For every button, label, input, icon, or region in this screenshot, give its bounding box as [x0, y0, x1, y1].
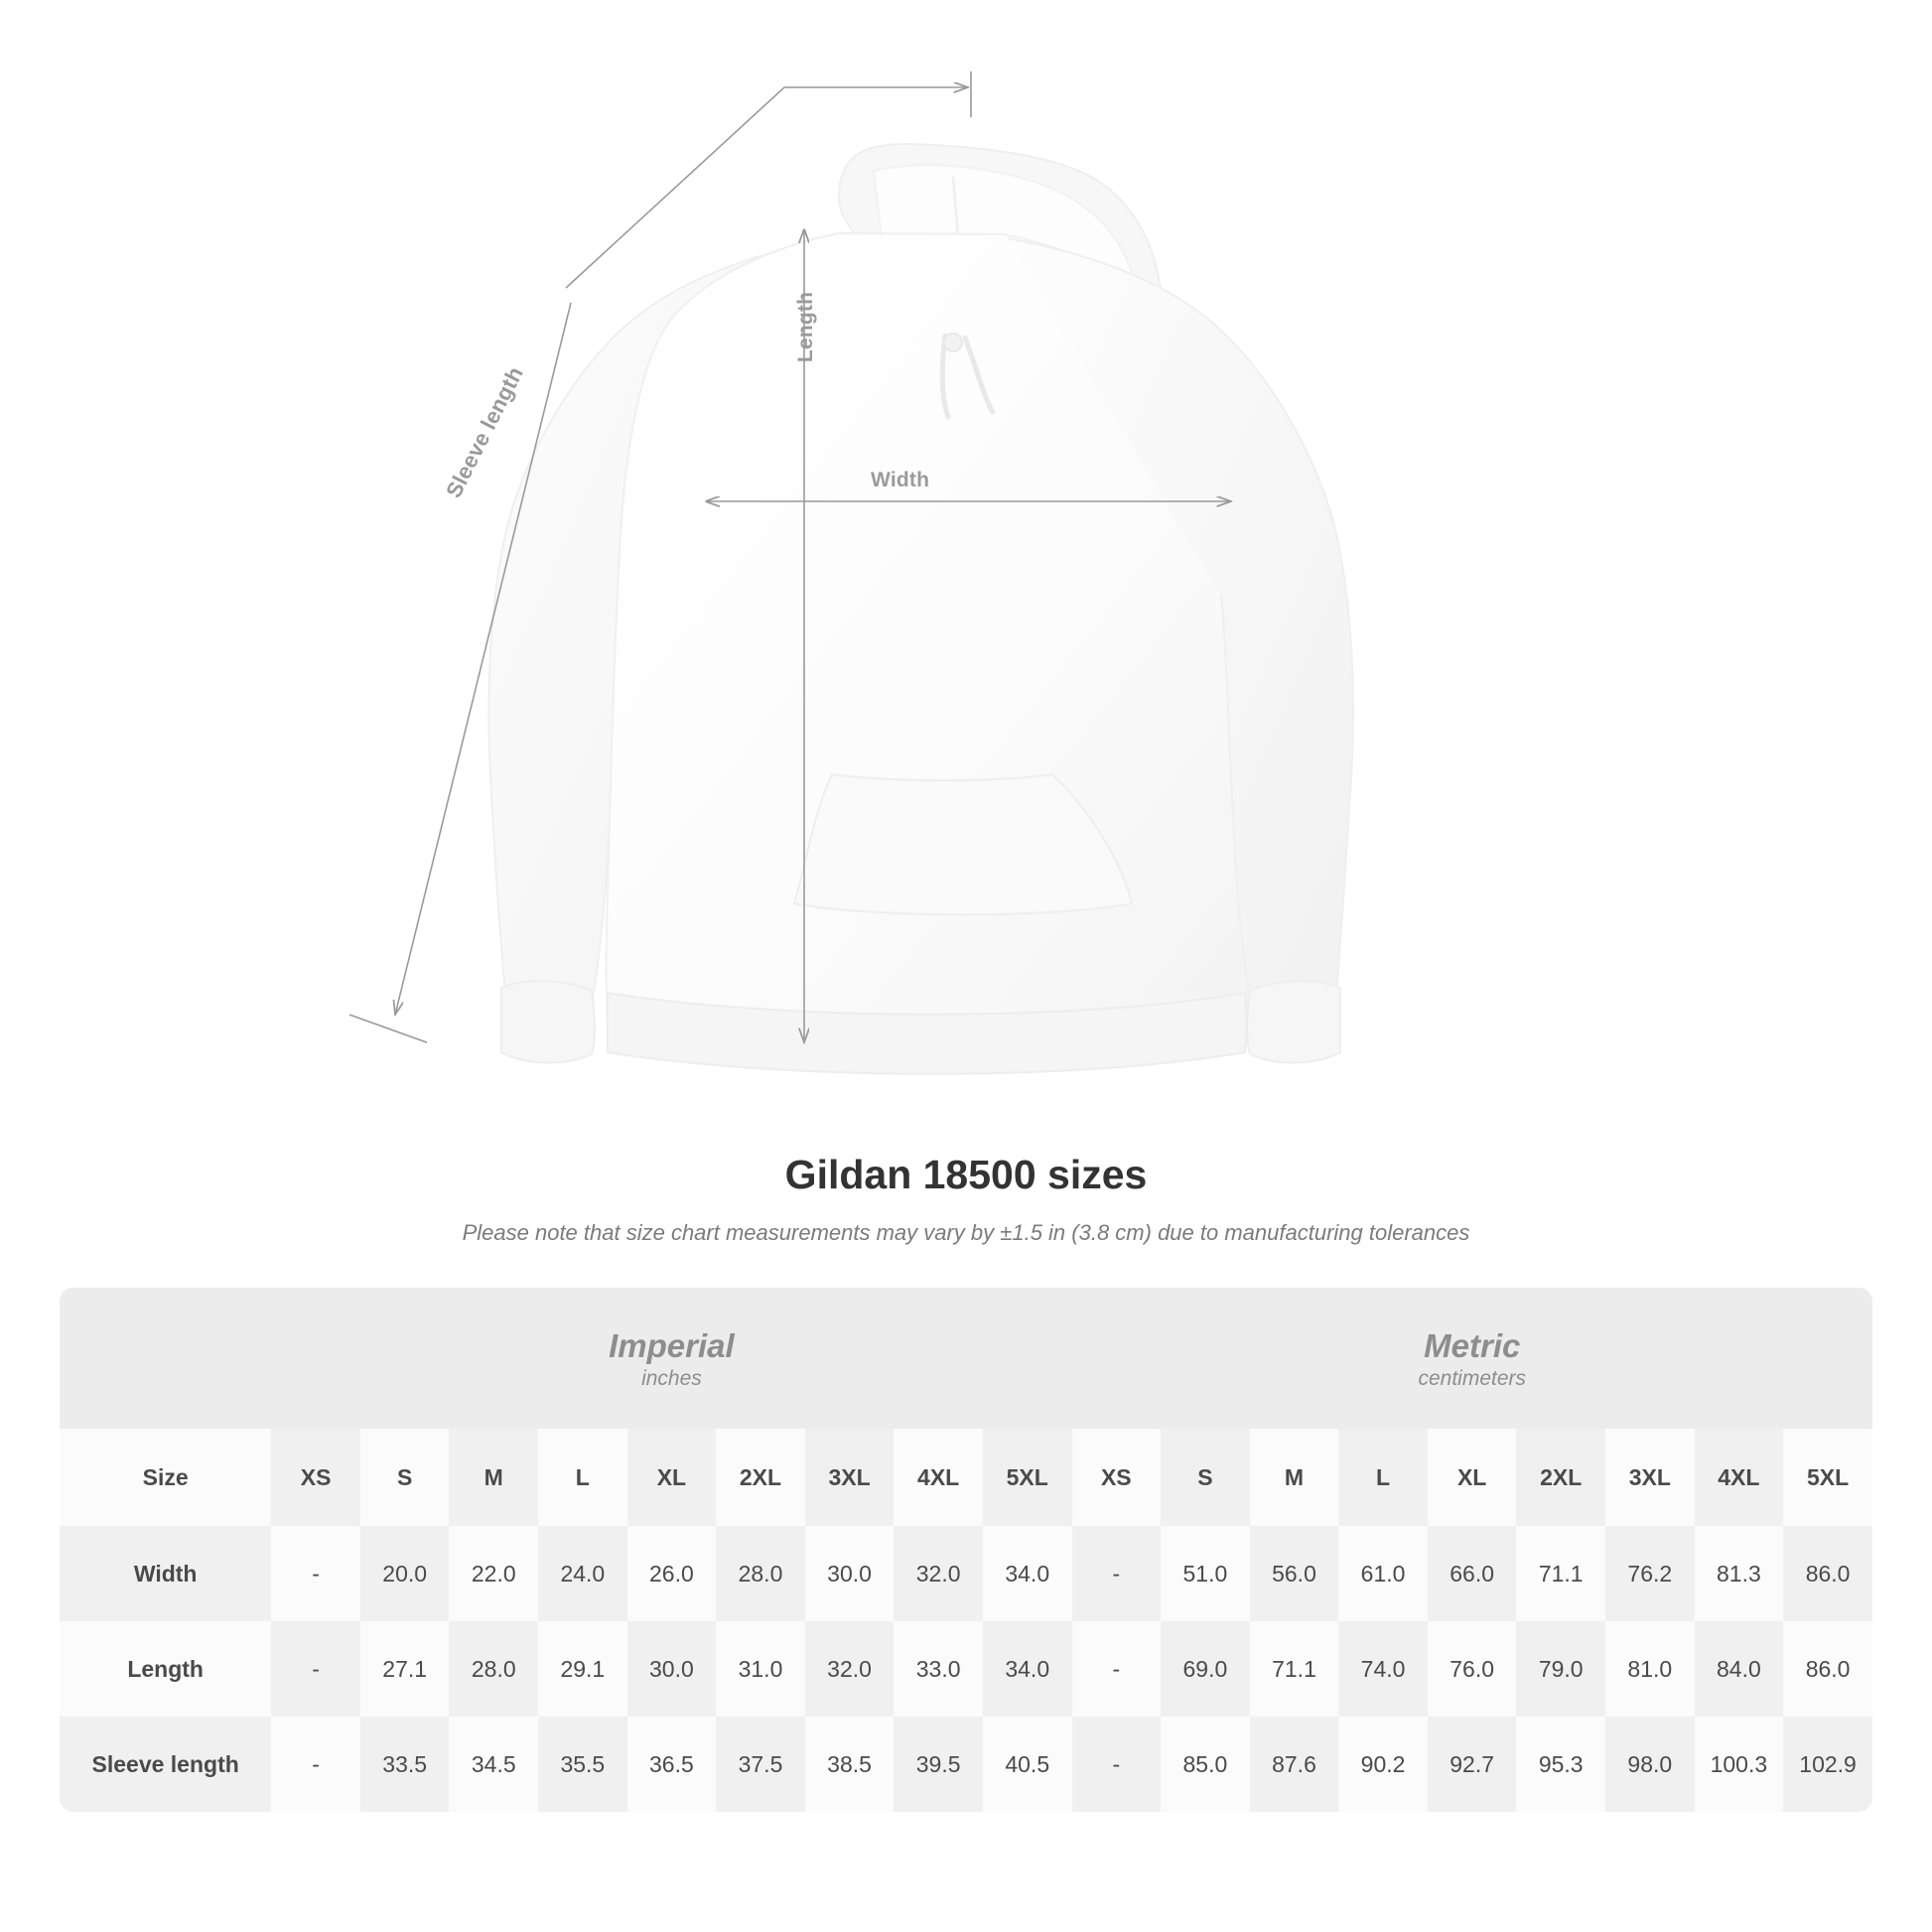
size-header-metric-m: M — [1250, 1429, 1339, 1526]
length-imperial-xl: 30.0 — [627, 1621, 717, 1717]
size-header-imperial-s: S — [360, 1429, 450, 1526]
width-imperial-3xl: 30.0 — [805, 1526, 895, 1621]
size-header-imperial-5xl: 5XL — [983, 1429, 1072, 1526]
width-metric-m: 56.0 — [1250, 1526, 1339, 1621]
size-header-metric-5xl: 5XL — [1783, 1429, 1872, 1526]
sleeve-imperial-m: 34.5 — [449, 1717, 538, 1812]
size-header-metric-xl: XL — [1428, 1429, 1517, 1526]
metric-unit: centimeters — [1418, 1366, 1527, 1390]
sleeve-imperial-4xl: 39.5 — [894, 1717, 983, 1812]
row-label-width: Width — [60, 1526, 271, 1621]
length-imperial-m: 28.0 — [449, 1621, 538, 1717]
metric-group-header — [1072, 1288, 1872, 1429]
width-metric-5xl: 86.0 — [1783, 1526, 1872, 1621]
width-metric-l: 61.0 — [1338, 1526, 1428, 1621]
width-imperial-2xl: 28.0 — [716, 1526, 805, 1621]
size-header-metric-3xl: 3XL — [1605, 1429, 1695, 1526]
length-imperial-xs: - — [271, 1621, 360, 1717]
width-imperial-4xl: 32.0 — [894, 1526, 983, 1621]
size-header-imperial-3xl: 3XL — [805, 1429, 895, 1526]
sleeve-metric-s: 85.0 — [1161, 1717, 1250, 1812]
size-header-imperial-l: L — [538, 1429, 627, 1526]
tolerance-note: Please note that size chart measurements may vary by ±1.5 in (3.8 cm) due to manufacturing tolerances — [462, 1220, 1470, 1245]
sleeve-metric-3xl: 98.0 — [1605, 1717, 1695, 1812]
table-row — [60, 1621, 1872, 1717]
width-metric-4xl: 81.3 — [1695, 1526, 1784, 1621]
sleeve-metric-5xl: 102.9 — [1783, 1717, 1872, 1812]
width-imperial-xl: 26.0 — [627, 1526, 717, 1621]
sleeve-imperial-l: 35.5 — [538, 1717, 627, 1812]
width-metric-xs: - — [1072, 1526, 1162, 1621]
length-imperial-s: 27.1 — [360, 1621, 450, 1717]
row-label-sleeve-length: Sleeve length — [60, 1717, 271, 1812]
sleeve-imperial-3xl: 38.5 — [805, 1717, 895, 1812]
width-imperial-s: 20.0 — [360, 1526, 450, 1621]
size-header-row — [60, 1429, 1872, 1526]
length-metric-xl: 76.0 — [1428, 1621, 1517, 1717]
length-metric-l: 74.0 — [1338, 1621, 1428, 1717]
length-imperial-3xl: 32.0 — [805, 1621, 895, 1717]
length-dimension-label: Length — [794, 291, 817, 362]
sleeve-length-dimension-label: Sleeve length — [441, 362, 528, 502]
size-header-metric-4xl: 4XL — [1695, 1429, 1784, 1526]
unit-system-header-row — [60, 1288, 1872, 1429]
length-metric-m: 71.1 — [1250, 1621, 1339, 1717]
page-title: Gildan 18500 sizes — [784, 1152, 1148, 1197]
length-metric-4xl: 84.0 — [1695, 1621, 1784, 1717]
size-header-imperial-4xl: 4XL — [894, 1429, 983, 1526]
size-table — [60, 1288, 1872, 1812]
width-imperial-l: 24.0 — [538, 1526, 627, 1621]
size-header-imperial-m: M — [449, 1429, 538, 1526]
length-metric-5xl: 86.0 — [1783, 1621, 1872, 1717]
width-imperial-m: 22.0 — [449, 1526, 538, 1621]
sleeve-metric-m: 87.6 — [1250, 1717, 1339, 1812]
imperial-unit: inches — [641, 1366, 702, 1390]
length-metric-xs: - — [1072, 1621, 1162, 1717]
size-header-imperial-xs: XS — [271, 1429, 360, 1526]
length-imperial-2xl: 31.0 — [716, 1621, 805, 1717]
sleeve-imperial-s: 33.5 — [360, 1717, 450, 1812]
width-metric-xl: 66.0 — [1428, 1526, 1517, 1621]
title-block — [0, 1152, 1932, 1246]
size-table-container — [60, 1288, 1872, 1812]
size-header-imperial-xl: XL — [627, 1429, 717, 1526]
sleeve-metric-xl: 92.7 — [1428, 1717, 1517, 1812]
size-header-metric-xs: XS — [1072, 1429, 1162, 1526]
length-metric-s: 69.0 — [1161, 1621, 1250, 1717]
size-header-metric-l: L — [1338, 1429, 1428, 1526]
sleeve-imperial-xl: 36.5 — [627, 1717, 717, 1812]
hoodie-graphic — [488, 144, 1353, 1074]
length-metric-3xl: 81.0 — [1605, 1621, 1695, 1717]
table-row — [60, 1717, 1872, 1812]
sleeve-metric-l: 90.2 — [1338, 1717, 1428, 1812]
width-imperial-xs: - — [271, 1526, 360, 1621]
imperial-label: Imperial — [609, 1327, 735, 1365]
width-imperial-5xl: 34.0 — [983, 1526, 1072, 1621]
table-row — [60, 1526, 1872, 1621]
width-metric-3xl: 76.2 — [1605, 1526, 1695, 1621]
length-imperial-5xl: 34.0 — [983, 1621, 1072, 1717]
length-metric-2xl: 79.0 — [1516, 1621, 1605, 1717]
sleeve-metric-4xl: 100.3 — [1695, 1717, 1784, 1812]
width-dimension-label: Width — [871, 469, 930, 491]
metric-label: Metric — [1424, 1327, 1521, 1365]
size-header-metric-s: S — [1161, 1429, 1250, 1526]
sleeve-imperial-xs: - — [271, 1717, 360, 1812]
sleeve-metric-xs: - — [1072, 1717, 1162, 1812]
size-header-imperial-2xl: 2XL — [716, 1429, 805, 1526]
width-metric-s: 51.0 — [1161, 1526, 1250, 1621]
sleeve-imperial-5xl: 40.5 — [983, 1717, 1072, 1812]
size-header-metric-2xl: 2XL — [1516, 1429, 1605, 1526]
size-header-label: Size — [60, 1429, 271, 1526]
sleeve-metric-2xl: 95.3 — [1516, 1717, 1605, 1812]
width-metric-2xl: 71.1 — [1516, 1526, 1605, 1621]
sleeve-imperial-2xl: 37.5 — [716, 1717, 805, 1812]
header-spacer — [60, 1288, 271, 1429]
imperial-group-header — [271, 1288, 1071, 1429]
length-imperial-4xl: 33.0 — [894, 1621, 983, 1717]
length-imperial-l: 29.1 — [538, 1621, 627, 1717]
row-label-length: Length — [60, 1621, 271, 1717]
